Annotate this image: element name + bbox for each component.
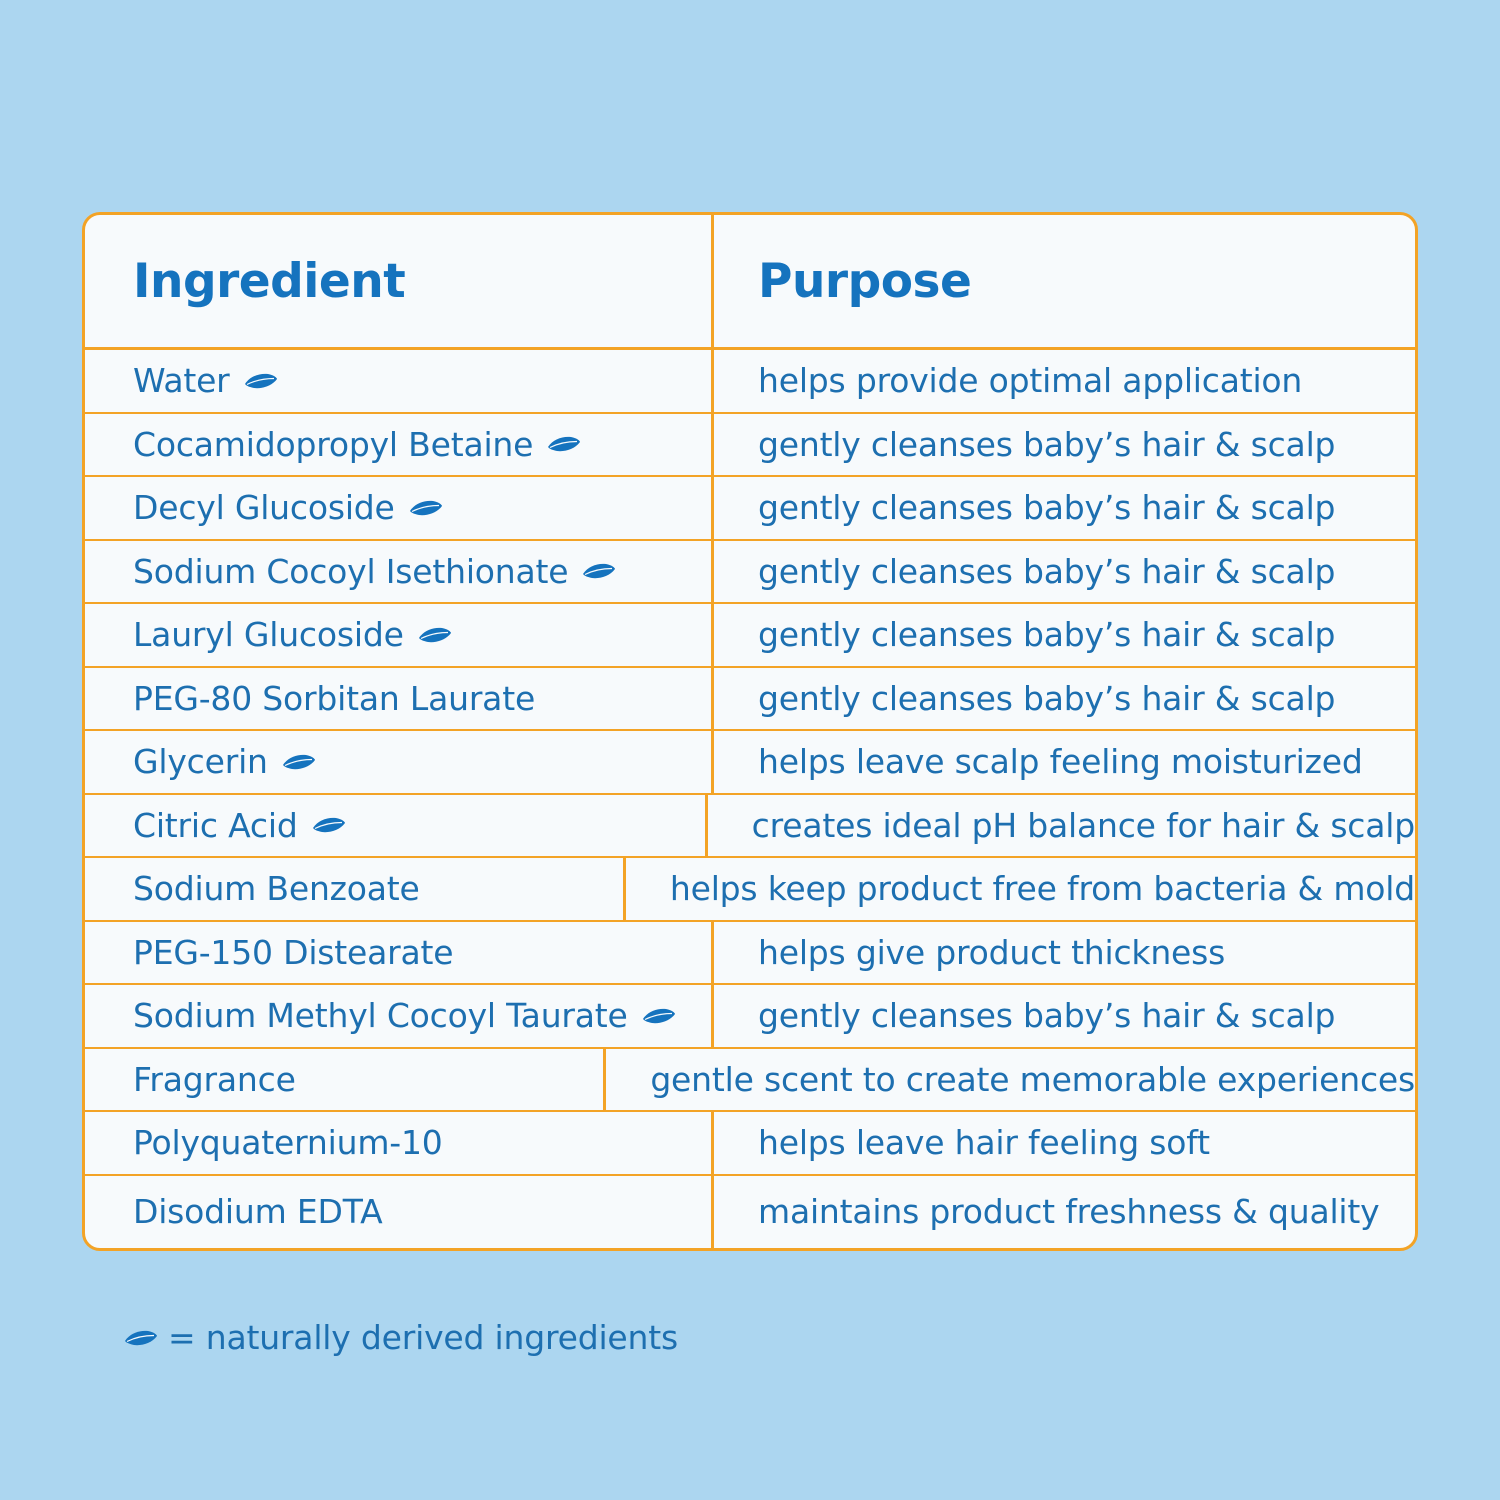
ingredient-cell xyxy=(85,1176,714,1248)
legend xyxy=(124,1318,678,1357)
leaf-icon xyxy=(418,627,452,643)
table-row xyxy=(85,731,1415,795)
purpose-text: gently cleanses baby’s hair & scalp xyxy=(758,424,1336,464)
ingredient-cell xyxy=(85,858,626,922)
purpose-cell xyxy=(714,477,1415,541)
column-header-ingredient xyxy=(85,215,714,347)
ingredient-name: Glycerin xyxy=(133,742,268,782)
ingredient-name: PEG-80 Sorbitan Laurate xyxy=(133,678,536,718)
leaf-icon xyxy=(312,817,346,833)
ingredient-name: Water xyxy=(133,361,230,401)
table-row xyxy=(85,1176,1415,1248)
column-header-purpose-label: Purpose xyxy=(758,253,972,309)
ingredient-cell xyxy=(85,414,714,478)
ingredient-name: PEG-150 Distearate xyxy=(133,932,454,972)
ingredient-table xyxy=(82,212,1418,1251)
purpose-text: helps leave hair feeling soft xyxy=(758,1123,1210,1163)
purpose-cell xyxy=(714,414,1415,478)
purpose-text: helps give product thickness xyxy=(758,932,1226,972)
ingredient-cell xyxy=(85,1049,606,1113)
purpose-text: gently cleanses baby’s hair & scalp xyxy=(758,551,1336,591)
purpose-text: gently cleanses baby’s hair & scalp xyxy=(758,996,1336,1036)
ingredient-cell xyxy=(85,668,714,732)
purpose-cell xyxy=(714,350,1415,414)
ingredient-name: Cocamidopropyl Betaine xyxy=(133,424,534,464)
leaf-icon xyxy=(642,1008,676,1024)
table-row xyxy=(85,477,1415,541)
ingredient-cell xyxy=(85,604,714,668)
leaf-icon xyxy=(582,563,616,579)
ingredient-name: Sodium Cocoyl Isethionate xyxy=(133,551,569,591)
purpose-text: helps keep product free from bacteria & mold xyxy=(669,869,1415,909)
purpose-cell xyxy=(626,858,1415,922)
leaf-icon xyxy=(124,1330,158,1346)
purpose-cell xyxy=(714,604,1415,668)
legend-label: = naturally derived ingredients xyxy=(168,1318,678,1357)
ingredient-cell xyxy=(85,1112,714,1176)
leaf-icon xyxy=(282,754,316,770)
ingredient-name: Decyl Glucoside xyxy=(133,488,395,528)
table-row xyxy=(85,795,1415,859)
ingredient-cell xyxy=(85,985,714,1049)
purpose-cell xyxy=(714,922,1415,986)
table-row xyxy=(85,858,1415,922)
ingredient-name: Fragrance xyxy=(133,1059,296,1099)
table-row xyxy=(85,350,1415,414)
table-row xyxy=(85,414,1415,478)
column-header-ingredient-label: Ingredient xyxy=(133,253,406,309)
purpose-text: creates ideal pH balance for hair & scalp xyxy=(751,805,1415,845)
ingredient-cell xyxy=(85,922,714,986)
column-header-purpose xyxy=(714,215,1415,347)
ingredient-name: Polyquaternium-10 xyxy=(133,1123,443,1163)
purpose-cell xyxy=(714,541,1415,605)
purpose-cell xyxy=(708,795,1415,859)
purpose-cell xyxy=(606,1049,1415,1113)
ingredient-name: Lauryl Glucoside xyxy=(133,615,404,655)
purpose-text: gentle scent to create memorable experiences xyxy=(650,1059,1415,1099)
purpose-text: helps leave scalp feeling moisturized xyxy=(758,742,1363,782)
table-row xyxy=(85,541,1415,605)
purpose-cell xyxy=(714,1176,1415,1248)
table-row xyxy=(85,985,1415,1049)
table-body xyxy=(85,350,1415,1248)
ingredient-name: Citric Acid xyxy=(133,805,298,845)
table-header-row xyxy=(85,215,1415,350)
ingredient-cell xyxy=(85,541,714,605)
purpose-cell xyxy=(714,985,1415,1049)
ingredient-name: Disodium EDTA xyxy=(133,1192,383,1231)
table-row xyxy=(85,1049,1415,1113)
purpose-text: maintains product freshness & quality xyxy=(758,1192,1380,1231)
table-row xyxy=(85,922,1415,986)
purpose-cell xyxy=(714,731,1415,795)
ingredient-cell xyxy=(85,477,714,541)
leaf-icon xyxy=(547,436,581,452)
purpose-cell xyxy=(714,1112,1415,1176)
ingredient-name: Sodium Benzoate xyxy=(133,869,420,909)
ingredient-cell xyxy=(85,350,714,414)
table-row xyxy=(85,604,1415,668)
purpose-cell xyxy=(714,668,1415,732)
leaf-icon xyxy=(409,500,443,516)
purpose-text: gently cleanses baby’s hair & scalp xyxy=(758,678,1336,718)
purpose-text: gently cleanses baby’s hair & scalp xyxy=(758,615,1336,655)
table-row xyxy=(85,668,1415,732)
purpose-text: helps provide optimal application xyxy=(758,361,1303,401)
table-row xyxy=(85,1112,1415,1176)
ingredient-cell xyxy=(85,731,714,795)
ingredient-cell xyxy=(85,795,708,859)
ingredient-name: Sodium Methyl Cocoyl Taurate xyxy=(133,996,628,1036)
purpose-text: gently cleanses baby’s hair & scalp xyxy=(758,488,1336,528)
leaf-icon xyxy=(244,373,278,389)
